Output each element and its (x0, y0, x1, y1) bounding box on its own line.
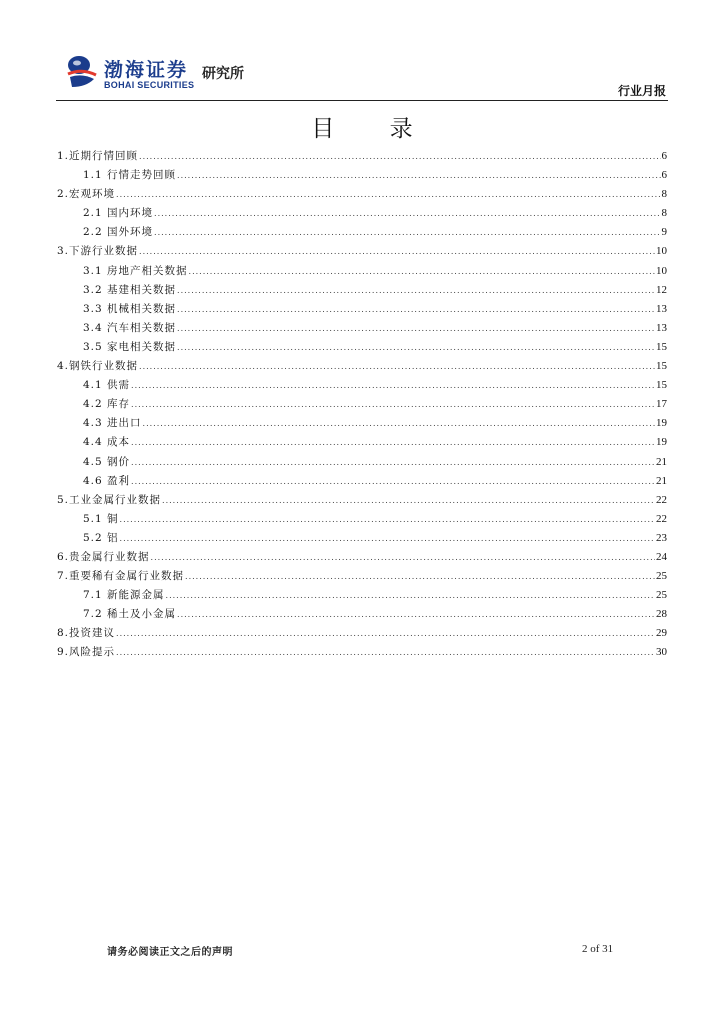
toc-entry-label: 4.2 库存 (83, 398, 131, 411)
toc-dot-leader (154, 204, 660, 223)
logo-chinese-name: 渤海证券 (104, 59, 189, 81)
toc-entry[interactable] (57, 300, 667, 319)
toc-dot-leader (185, 567, 655, 586)
toc-entry-page: 9 (661, 226, 667, 239)
toc-entry-label: 8.投资建议 (57, 627, 116, 640)
toc-entry-page: 29 (656, 627, 667, 640)
toc-entry[interactable] (57, 491, 667, 510)
toc-entry-label: 4.3 进出口 (83, 417, 142, 430)
toc-title: 目 录 (311, 116, 437, 142)
toc-dot-leader (116, 624, 655, 643)
toc-dot-leader (151, 548, 655, 567)
toc-dot-leader (177, 605, 655, 624)
toc-dot-leader (139, 147, 660, 166)
toc-entry-label: 5.1 铜 (83, 512, 119, 525)
toc-entry-label: 3.2 基建相关数据 (83, 283, 177, 296)
toc-dot-leader (116, 643, 655, 662)
toc-entry-label: 3.5 家电相关数据 (83, 340, 177, 353)
bohai-logo-icon (66, 53, 98, 91)
toc-entry-page: 10 (656, 245, 667, 258)
toc-entry[interactable] (57, 414, 667, 433)
toc-entry-page: 21 (656, 455, 667, 468)
toc-entry[interactable] (57, 395, 667, 414)
toc-dot-leader (177, 319, 655, 338)
toc-entry-label: 4.1 供需 (83, 379, 131, 392)
header-divider (56, 100, 668, 101)
toc-dot-leader (120, 510, 655, 529)
toc-entry[interactable] (57, 204, 667, 223)
toc-entry[interactable] (57, 319, 667, 338)
toc-entry-label: 7.1 新能源金属 (83, 589, 165, 602)
toc-entry-page: 19 (656, 436, 667, 449)
toc-dot-leader (143, 414, 655, 433)
footer-disclaimer-note: 请务必阅读正文之后的声明 (107, 947, 233, 958)
toc-dot-leader (166, 586, 655, 605)
toc-dot-leader (154, 223, 660, 242)
toc-entry-label: 3.1 房地产相关数据 (83, 264, 188, 277)
toc-entry[interactable] (57, 433, 667, 452)
toc-entry-page: 10 (656, 264, 667, 277)
institute-label: 研究所 (202, 66, 244, 82)
toc-entry-page: 15 (656, 340, 667, 353)
toc-entry-page: 21 (656, 474, 667, 487)
toc-entry-page: 13 (656, 321, 667, 334)
toc-entry-page: 6 (661, 169, 667, 182)
toc-dot-leader (177, 281, 655, 300)
toc-entry-page: 15 (656, 379, 667, 392)
toc-entry[interactable] (57, 643, 667, 662)
toc-entry-label: 4.钢铁行业数据 (57, 360, 139, 373)
toc-dot-leader (139, 242, 655, 261)
toc-entry[interactable] (57, 357, 667, 376)
report-type: 行业月报 (617, 84, 666, 98)
toc-entry[interactable] (57, 510, 667, 529)
toc-entry-label: 4.5 钢价 (83, 455, 131, 468)
toc-entry-label: 7.2 稀土及小金属 (83, 608, 177, 621)
toc-dot-leader (177, 338, 655, 357)
toc-entry-label: 1.1 行情走势回顾 (83, 169, 177, 182)
toc-entry-label: 3.下游行业数据 (57, 245, 139, 258)
toc-dot-leader (120, 529, 655, 548)
toc-entry-page: 13 (656, 302, 667, 315)
toc-entry-page: 22 (656, 512, 667, 525)
toc-entry[interactable] (57, 548, 667, 567)
toc-dot-leader (177, 300, 655, 319)
toc-dot-leader (131, 433, 655, 452)
toc-entry[interactable] (57, 147, 667, 166)
toc-entry-page: 25 (656, 589, 667, 602)
bohai-logo (66, 53, 256, 95)
toc-entry[interactable] (57, 166, 667, 185)
toc-entry-page: 8 (661, 188, 667, 201)
toc-entry[interactable] (57, 567, 667, 586)
toc-entry-page: 6 (661, 150, 667, 162)
toc-entry-label: 1.近期行情回顾 (57, 150, 139, 162)
toc-entry-label: 2.宏观环境 (57, 188, 116, 201)
toc-entry[interactable] (57, 529, 667, 548)
toc-entry-label: 4.4 成本 (83, 436, 131, 449)
toc-dot-leader (162, 491, 655, 510)
toc-entry-page: 23 (656, 531, 667, 544)
toc-entry-label: 7.重要稀有金属行业数据 (57, 570, 185, 583)
toc-entry-page: 8 (661, 207, 667, 220)
toc-dot-leader (177, 166, 660, 185)
toc-entry-label: 4.6 盈利 (83, 474, 131, 487)
toc-dot-leader (116, 185, 660, 204)
toc-entry-page: 22 (656, 493, 667, 506)
toc-entry[interactable] (57, 281, 667, 300)
toc-entry[interactable] (57, 185, 667, 204)
toc-entry-label: 2.1 国内环境 (83, 207, 154, 220)
toc-dot-leader (131, 395, 655, 414)
toc-entry-page: 19 (656, 417, 667, 430)
toc-dot-leader (139, 357, 655, 376)
toc-dot-leader (131, 453, 655, 472)
toc-entry[interactable] (57, 242, 667, 261)
toc-entry-page: 24 (656, 550, 667, 563)
toc-entry[interactable] (57, 624, 667, 643)
toc-entry-label: 3.4 汽车相关数据 (83, 321, 177, 334)
toc-entry[interactable] (57, 376, 667, 395)
toc-dot-leader (131, 472, 655, 491)
logo-english-name: BOHAI SECURITIES (104, 80, 195, 90)
toc-entry-page: 15 (656, 360, 667, 373)
toc-entry-page: 28 (656, 608, 667, 621)
toc-entry-page: 17 (656, 398, 667, 411)
toc-entry-label: 5.2 铝 (83, 531, 119, 544)
toc-dot-leader (131, 376, 655, 395)
toc-entry[interactable] (57, 223, 667, 242)
toc-entry[interactable] (57, 605, 667, 624)
toc-entry[interactable] (57, 586, 667, 605)
toc-entry-label: 6.贵金属行业数据 (57, 550, 150, 563)
toc-entry[interactable] (57, 338, 667, 357)
footer-page-number: 2 of 31 (582, 943, 614, 955)
toc-entry[interactable] (57, 472, 667, 491)
toc-dot-leader (189, 262, 655, 281)
toc-entry-label: 2.2 国外环境 (83, 226, 154, 239)
toc-entry[interactable] (57, 262, 667, 281)
table-of-contents (57, 147, 667, 663)
toc-entry-page: 12 (656, 283, 667, 296)
toc-entry[interactable] (57, 453, 667, 472)
toc-entry-label: 3.3 机械相关数据 (83, 302, 177, 315)
toc-entry-label: 9.风险提示 (57, 646, 116, 659)
toc-entry-page: 25 (656, 570, 667, 583)
toc-entry-label: 5.工业金属行业数据 (57, 493, 162, 506)
toc-entry-page: 30 (656, 646, 667, 659)
